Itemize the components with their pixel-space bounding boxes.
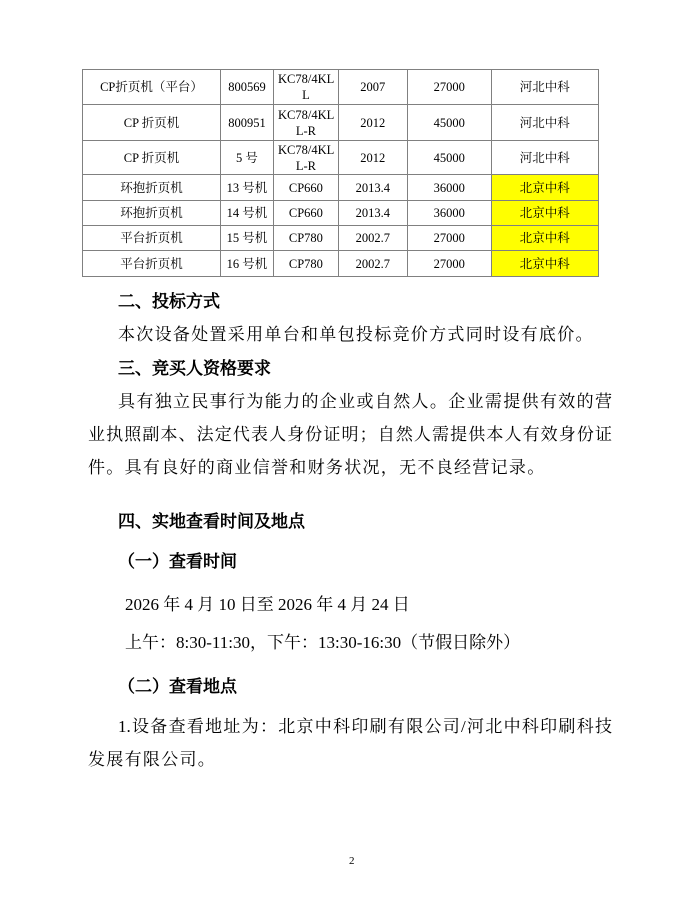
subheading-inspection-location: （二）查看地点 xyxy=(118,677,237,696)
cell-model: CP660 xyxy=(274,175,339,201)
cell-year: 2007 xyxy=(338,70,407,105)
table-row xyxy=(83,105,599,141)
address-line-2: 发展有限公司。 xyxy=(88,750,217,769)
cell-model: CP780 xyxy=(274,251,339,277)
cell-model: KC78/4KL L xyxy=(274,70,339,105)
cell-name: CP 折页机 xyxy=(83,141,221,175)
table-row xyxy=(83,141,599,175)
cell-year: 2002.7 xyxy=(338,226,407,251)
cell-count: 36000 xyxy=(407,175,491,201)
subheading-inspection-time: （一）查看时间 xyxy=(118,552,237,571)
page-number: 2 xyxy=(349,855,355,867)
cell-location: 河北中科 xyxy=(491,70,598,105)
cell-count: 45000 xyxy=(407,141,491,175)
cell-location: 河北中科 xyxy=(491,105,598,141)
cell-count: 27000 xyxy=(407,70,491,105)
table-row xyxy=(83,251,599,277)
bidding-method-text: 本次设备处置采用单台和单包投标竞价方式同时设有底价。 xyxy=(118,325,594,344)
cell-no: 800951 xyxy=(221,105,274,141)
cell-no: 800569 xyxy=(221,70,274,105)
cell-location: 河北中科 xyxy=(491,141,598,175)
qualification-line-3: 件。具有良好的商业信誉和财务状况，无不良经营记录。 xyxy=(88,458,546,477)
cell-count: 36000 xyxy=(407,201,491,226)
cell-name: CP 折页机 xyxy=(83,105,221,141)
cell-location: 北京中科 xyxy=(491,226,598,251)
section-heading-inspection: 四、实地查看时间及地点 xyxy=(118,512,305,531)
qualification-line-2: 业执照副本、法定代表人身份证明；自然人需提供本人有效身份证 xyxy=(88,425,612,444)
cell-name: 环抱折页机 xyxy=(83,201,221,226)
table-row xyxy=(83,226,599,251)
cell-year: 2013.4 xyxy=(338,201,407,226)
section-heading-bidding-method: 二、投标方式 xyxy=(118,292,220,311)
address-line-1: 1.设备查看地址为：北京中科印刷有限公司/河北中科印刷科技 xyxy=(118,717,612,736)
cell-location: 北京中科 xyxy=(491,251,598,277)
cell-no: 15 号机 xyxy=(221,226,274,251)
cell-name: CP折页机（平台） xyxy=(83,70,221,105)
cell-no: 5 号 xyxy=(221,141,274,175)
cell-name: 平台折页机 xyxy=(83,226,221,251)
cell-model: KC78/4KL L-R xyxy=(274,141,339,175)
cell-model: KC78/4KL L-R xyxy=(274,105,339,141)
equipment-table xyxy=(82,69,599,277)
cell-no: 16 号机 xyxy=(221,251,274,277)
table-row xyxy=(83,201,599,226)
cell-count: 45000 xyxy=(407,105,491,141)
cell-no: 14 号机 xyxy=(221,201,274,226)
inspection-dates: 2026 年 4 月 10 日至 2026 年 4 月 24 日 xyxy=(125,595,410,614)
table-row xyxy=(83,175,599,201)
cell-year: 2013.4 xyxy=(338,175,407,201)
cell-model: CP660 xyxy=(274,201,339,226)
cell-count: 27000 xyxy=(407,226,491,251)
section-heading-qualification: 三、竞买人资格要求 xyxy=(118,359,271,378)
cell-location: 北京中科 xyxy=(491,175,598,201)
cell-year: 2012 xyxy=(338,105,407,141)
cell-year: 2002.7 xyxy=(338,251,407,277)
cell-year: 2012 xyxy=(338,141,407,175)
cell-location: 北京中科 xyxy=(491,201,598,226)
table-row xyxy=(83,70,599,105)
inspection-hours: 上午：8:30-11:30，下午：13:30-16:30（节假日除外） xyxy=(125,633,521,652)
cell-no: 13 号机 xyxy=(221,175,274,201)
qualification-line-1: 具有独立民事行为能力的企业或自然人。企业需提供有效的营 xyxy=(118,392,612,411)
cell-count: 27000 xyxy=(407,251,491,277)
cell-name: 平台折页机 xyxy=(83,251,221,277)
cell-model: CP780 xyxy=(274,226,339,251)
cell-name: 环抱折页机 xyxy=(83,175,221,201)
